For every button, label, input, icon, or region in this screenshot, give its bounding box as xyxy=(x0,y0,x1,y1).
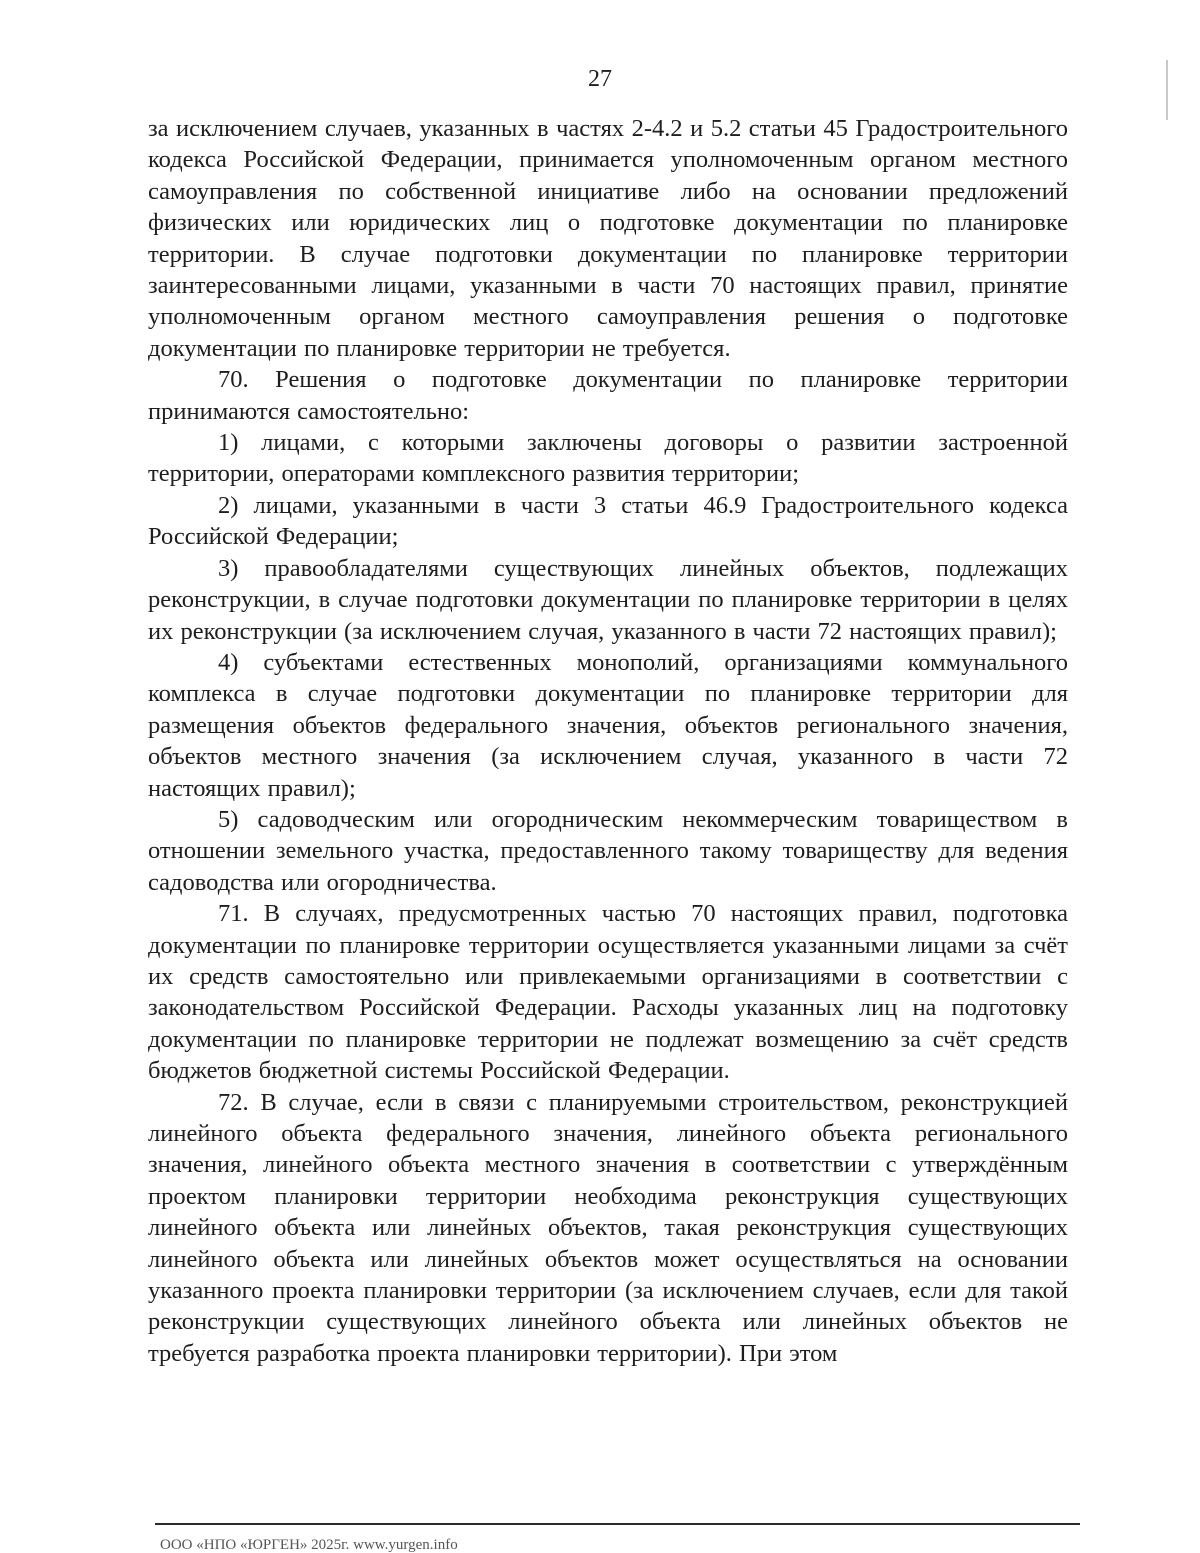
list-item-5: 5) садоводческим или огородническим некоммерческим товариществом в отношении земельного участка, предоставленного такому товариществу для ведения садоводства или огородничества. xyxy=(148,805,1068,896)
page-number: 27 xyxy=(588,66,612,92)
footer-text: ООО «НПО «ЮРГЕН» 2025г. www.yurgen.info xyxy=(160,1537,458,1553)
footer-divider xyxy=(155,1523,1080,1525)
paragraph-70: 70. Решения о подготовке документации по планировке территории принимаются самостоятельно: xyxy=(148,366,1068,425)
scan-edge-mark xyxy=(1166,60,1168,120)
document-body xyxy=(148,113,1068,1369)
paragraph-72: 72. В случае, если в связи с планируемыми строительством, реконструкцией линейного объекта федерального значения, линейного объекта регионального значения, линейного объекта местного значения в соответствии с утверждённым проектом планировки территории необходима реконструкция существующих линейного объекта или линейных объектов, такая реконструкция существующих линейного объекта или линейных объектов может осуществляться на основании указанного проекта планировки территории (за исключением случаев, если для такой реконструкции существующих линейного объекта или линейных объектов не требуется разработка проекта планировки территории). При этом xyxy=(148,1088,1068,1367)
paragraph-71: 71. В случаях, предусмотренных частью 70 настоящих правил, подготовка документации по планировке территории осуществляется указанными лицами за счёт их средств самостоятельно или привлекаемыми организациями в соответствии с законодательством Российской Федерации. Расходы указанных лиц на подготовку документации по планировке территории не подлежат возмещению за счёт средств бюджетов бюджетной системы Российской Федерации. xyxy=(148,900,1068,1085)
list-item-3: 3) правообладателями существующих линейных объектов, подлежащих реконструкции, в случае подготовки документации по планировке территории в целях их реконструкции (за исключением случая, указанного в части 72 настоящих правил); xyxy=(148,554,1068,645)
list-item-2: 2) лицами, указанными в части 3 статьи 46.9 Градостроительного кодекса Российской Федерации; xyxy=(148,491,1068,551)
paragraph-continuation: за исключением случаев, указанных в частях 2-4.2 и 5.2 статьи 45 Градостроительного кодекса Российской Федерации, принимается уполномоченным органом местного самоуправления по собственной инициативе либо на основании предложений физических или юридических лиц о подготовке документации по планировке территории. В случае подготовки документации по планировке территории заинтересованными лицами, указанными в части 70 настоящих правил, принятие уполномоченным органом местного самоуправления решения о подготовке документации по планировке территории не требуется. xyxy=(148,115,1068,362)
list-item-1: 1) лицами, с которыми заключены договоры о развитии застроенной территории, операторами комплексного развития территории; xyxy=(148,429,1068,488)
list-item-4: 4) субъектами естественных монополий, организациями коммунального комплекса в случае подготовки документации по планировке территории для размещения объектов федерального значения, объектов регионального значения, объектов местного значения (за исключением случая, указанного в части 72 настоящих правил); xyxy=(148,648,1068,802)
